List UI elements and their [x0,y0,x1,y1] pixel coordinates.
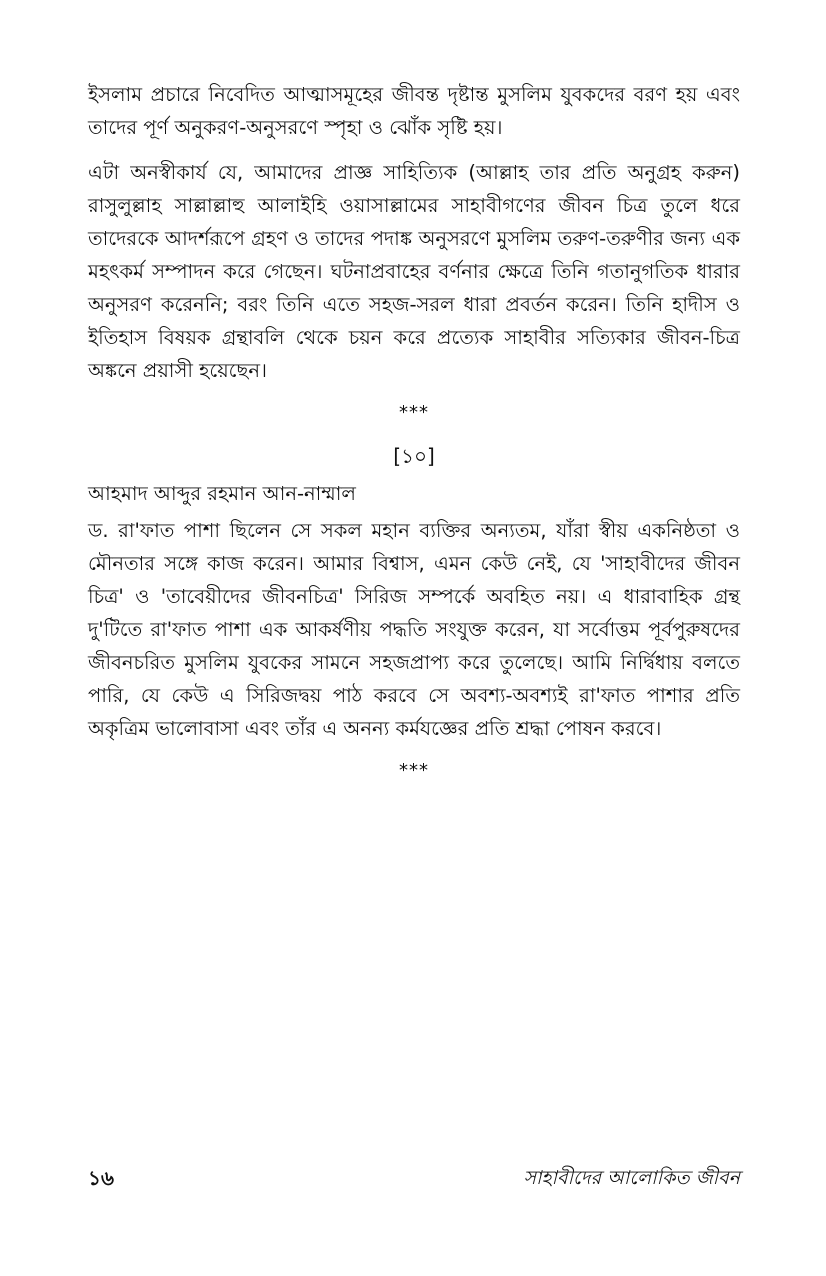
body-paragraph-1: ইসলাম প্রচারে নিবেদিত আত্মাসমূহের জীবন্ত দৃষ্টান্ত মুসলিম যুবকদের বরণ হয় এবং তাদের পূর্ণ অনুকরণ-অনুসরণে স্পৃহা ও ঝোঁক সৃষ্টি হয়। [88,83,740,139]
page-footer [88,1162,740,1194]
section-author: আহমাদ আব্দুর রহমান আন-নাম্মাল [88,482,356,505]
section-number: [১০] [393,444,435,468]
section-separator-1: *** [399,402,429,423]
page-body [88,78,740,799]
section-separator-2: *** [399,760,429,781]
page-number: ১৬ [88,1166,114,1190]
body-paragraph-2: এটা অনস্বীকার্য যে, আমাদের প্রাজ্ঞ সাহিত্যিক (আল্লাহ তার প্রতি অনুগ্রহ করুন) রাসুলুল্লাহ সাল্লাল্লাহু আলাইহি ওয়াসাল্লামের সাহাবীগণের জীবন চিত্র তুলে ধরে তাদেরকে আদর্শরূপে গ্রহণ ও তাদের পদাঙ্ক অনুসরণে মুসলিম তরুণ-তরুণীর জন্য এক মহৎকর্ম সম্পাদন করে গেছেন। ঘটনাপ্রবাহের বর্ণনার ক্ষেত্রে তিনি গতানুগতিক ধারার অনুসরণ করেননি; বরং তিনি এতে সহজ-সরল ধারা প্রবর্তন করেন। তিনি হাদীস ও ইতিহাস বিষয়ক গ্রন্থাবলি থেকে চয়ন করে প্রত্যেক সাহাবীর সত্যিকার জীবন-চিত্র অঙ্কনে প্রয়াসী হয়েছেন। [88,161,740,382]
section-paragraph: ড. রা'ফাত পাশা ছিলেন সে সকল মহান ব্যক্তির অন্যতম, যাঁরা স্বীয় একনিষ্ঠতা ও মৌনতার সঙ্গে কাজ করেন। আমার বিশ্বাস, এমন কেউ নেই, যে 'সাহাবীদের জীবন চিত্র' ও 'তাবেয়ীদের জীবনচিত্র' সিরিজ সম্পর্কে অবহিত নয়। এ ধারাবাহিক গ্রন্থ দু'টিতে রা'ফাত পাশা এক আকর্ষণীয় পদ্ধতি সংযুক্ত করেন, যা সর্বোত্তম পূর্বপুরুষদের জীবনচরিত মুসলিম যুবকের সামনে সহজপ্রাপ্য করে তুলেছে। আমি নির্দ্বিধায় বলতে পারি, যে কেউ এ সিরিজদ্বয় পাঠ করবে সে অবশ্য-অবশ্যই রা'ফাত পাশার প্রতি অকৃত্রিম ভালোবাসা এবং তাঁর এ অনন্য কর্মযজ্ঞের প্রতি শ্রদ্ধা পোষন করবে। [88,519,740,740]
running-title: সাহাবীদের আলোকিত জীবন [523,1167,740,1189]
